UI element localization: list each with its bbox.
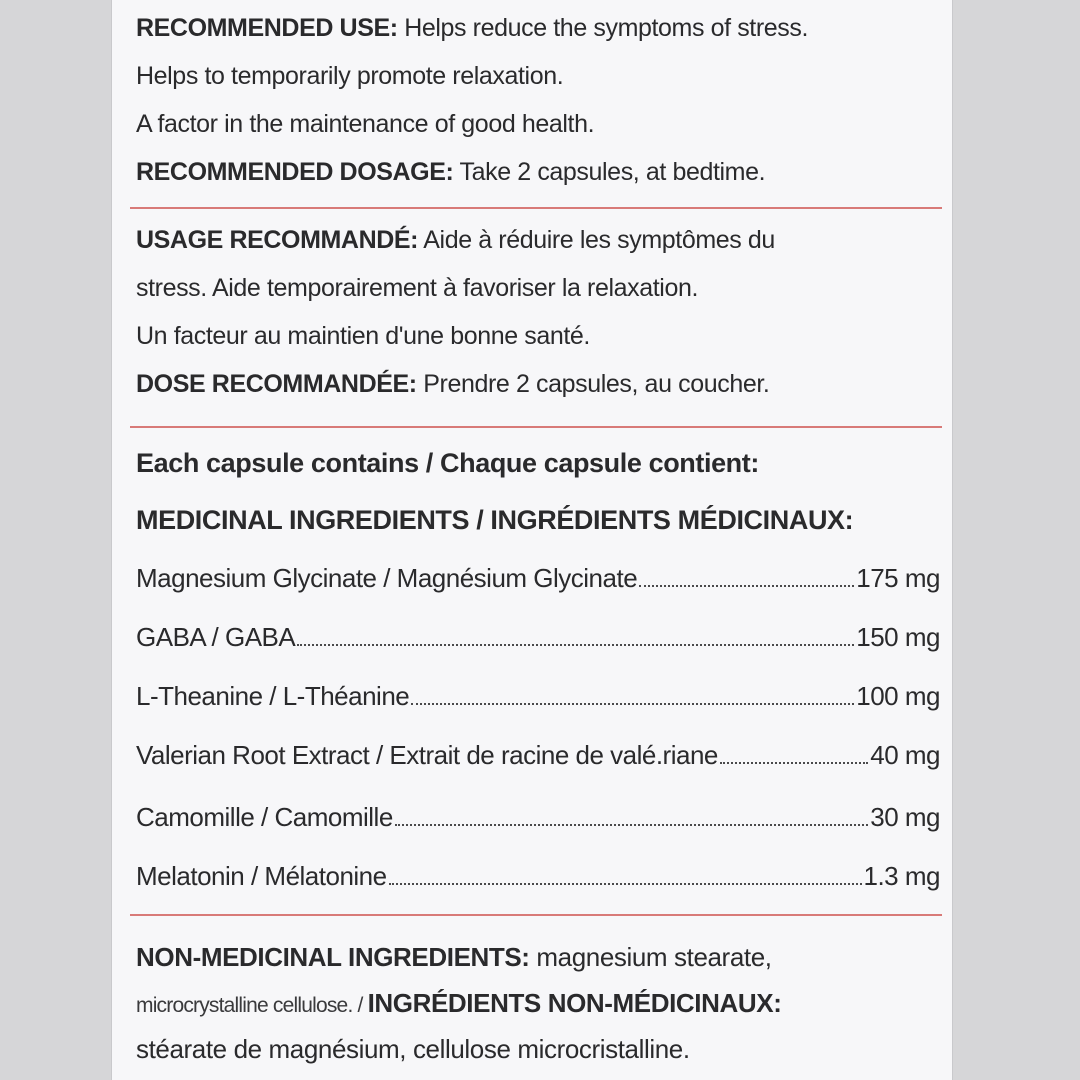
recommended-dosage-text: Take 2 capsules, at bedtime.: [453, 158, 766, 186]
non-medicinal-label-fr: INGRÉDIENTS NON-MÉDICINAUX:: [367, 988, 782, 1018]
recommended-dosage-label: RECOMMENDED DOSAGE:: [136, 158, 454, 186]
ingredient-amount: 1.3 mg: [863, 861, 940, 891]
recommended-use-label: RECOMMENDED USE:: [136, 14, 398, 42]
ingredient-amount: 100 mg: [856, 681, 940, 711]
divider-rule: [130, 207, 942, 209]
leader-dots: [411, 703, 854, 705]
recommended-dosage-line: [136, 158, 942, 187]
dose-recommandee-text: Prendre 2 capsules, au coucher.: [416, 370, 770, 398]
dose-recommandee-label: DOSE RECOMMANDÉE:: [136, 370, 417, 398]
ingredient-name: L-Theanine / L-Théanine: [136, 681, 410, 711]
medicinal-ingredients-heading: MEDICINAL INGREDIENTS / INGRÉDIENTS MÉDICINAUX:: [136, 505, 854, 535]
divider-rule: [130, 426, 942, 428]
recommended-use-line-3: A factor in the maintenance of good health.: [136, 110, 595, 138]
divider-rule: [130, 914, 942, 916]
ingredient-row: [136, 622, 940, 653]
ingredient-row: [136, 563, 940, 594]
non-medicinal-text-en-2: microcrystalline cellulose. /: [136, 994, 368, 1017]
ingredient-name: Melatonin / Mélatonine: [136, 861, 387, 891]
non-medicinal-line-1: [136, 942, 942, 973]
ingredient-row: [136, 681, 940, 712]
leader-dots: [720, 762, 868, 764]
leader-dots: [389, 883, 862, 885]
leader-dots: [395, 824, 868, 826]
recommended-use-text: Helps reduce the symptoms of stress.: [397, 14, 809, 42]
ingredient-name: Magnesium Glycinate / Magnésium Glycinate: [136, 563, 638, 593]
leader-dots: [297, 644, 854, 646]
ingredient-name: GABA / GABA: [136, 622, 296, 652]
non-medicinal-text-en-1: magnesium stearate,: [529, 942, 772, 972]
ingredient-amount: 150 mg: [856, 622, 940, 652]
usage-recommande-label: USAGE RECOMMANDÉ:: [136, 226, 419, 254]
dose-recommandee-line: [136, 370, 942, 399]
recommended-use-line-2: Helps to temporarily promote relaxation.: [136, 62, 564, 90]
ingredient-name: Valerian Root Extract / Extrait de racine de valé.riane: [136, 740, 718, 770]
usage-recommande-line-3: Un facteur au maintien d'une bonne santé.: [136, 322, 590, 350]
non-medicinal-line-2: [136, 988, 942, 1019]
non-medicinal-label-en: NON-MEDICINAL INGREDIENTS:: [136, 942, 530, 972]
product-label: [112, 0, 952, 1080]
ingredient-amount: 175 mg: [856, 563, 940, 593]
ingredient-name: Camomille / Camomille: [136, 802, 393, 832]
usage-recommande-line: [136, 226, 942, 255]
capsule-contents-heading: Each capsule contains / Chaque capsule contient:: [136, 448, 759, 478]
ingredient-row: [136, 740, 940, 771]
ingredient-amount: 40 mg: [870, 740, 940, 770]
usage-recommande-line-2: stress. Aide temporairement à favoriser la relaxation.: [136, 274, 698, 302]
ingredient-row: [136, 861, 940, 892]
ingredient-row: [136, 802, 940, 833]
usage-recommande-text: Aide à réduire les symptômes du: [418, 226, 775, 254]
leader-dots: [639, 585, 854, 587]
ingredient-amount: 30 mg: [870, 802, 940, 832]
non-medicinal-text-fr: stéarate de magnésium, cellulose microcristalline.: [136, 1034, 690, 1064]
recommended-use-line: [136, 14, 942, 43]
